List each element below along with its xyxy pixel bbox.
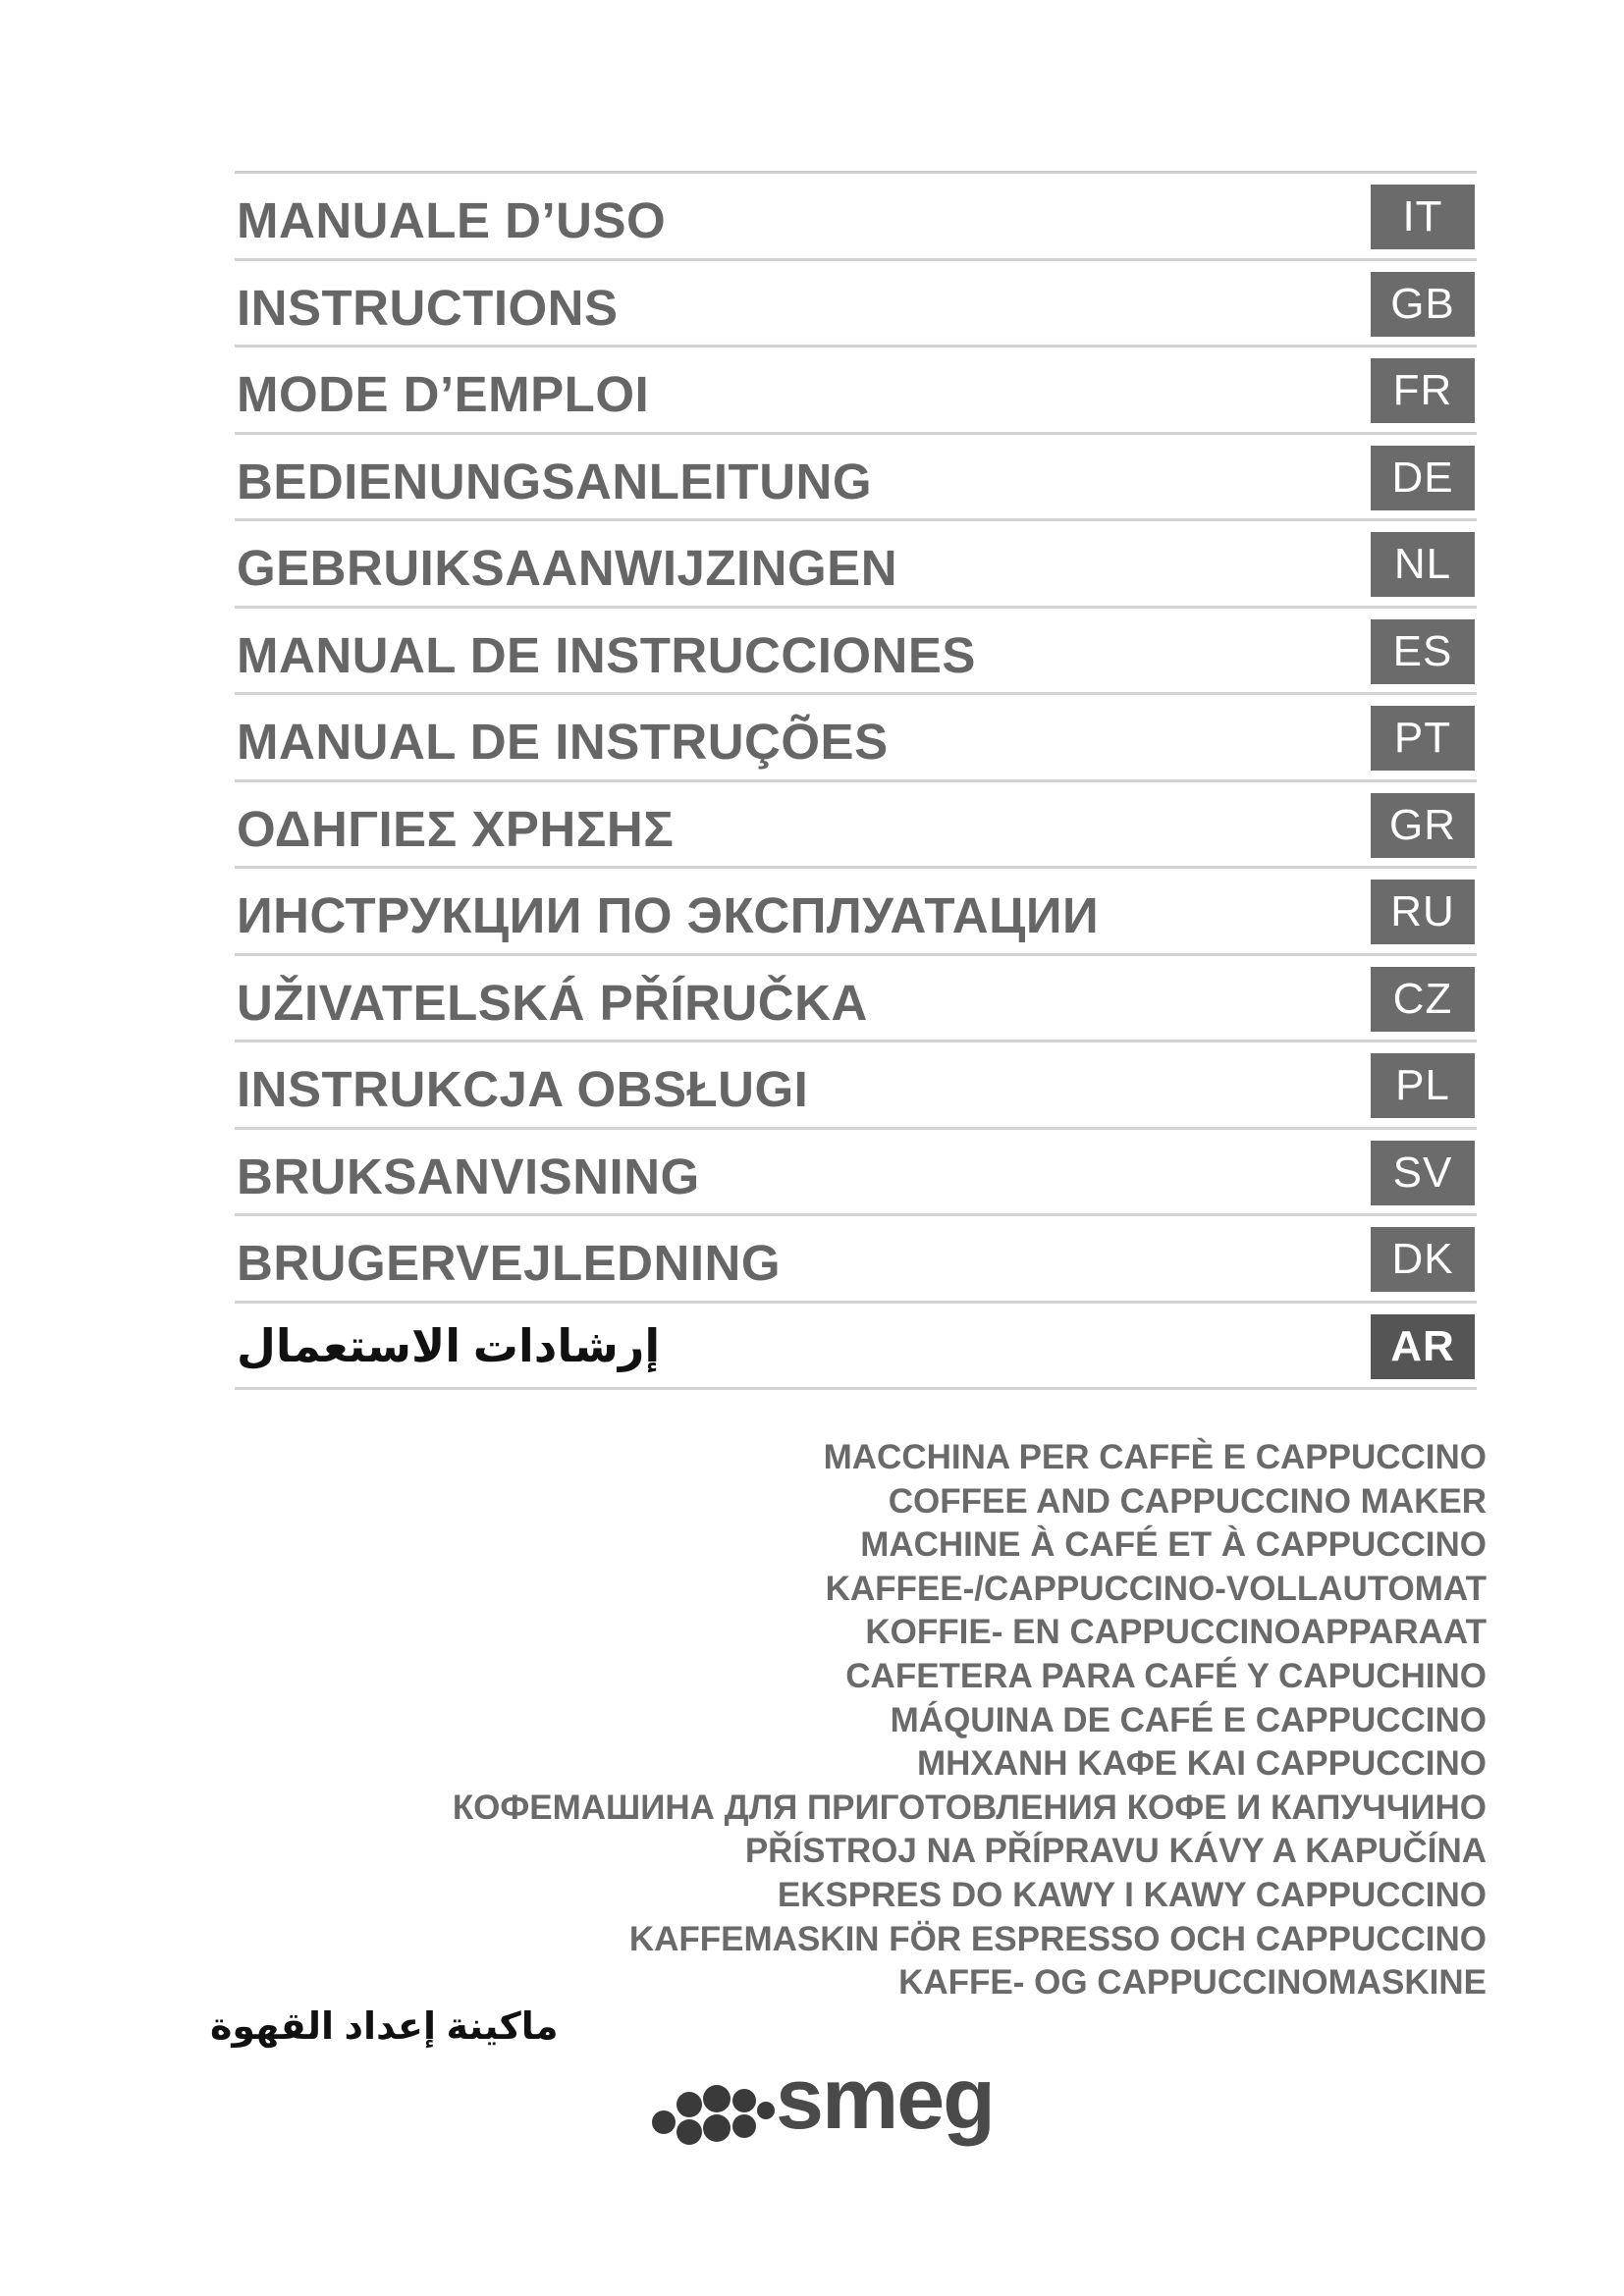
product-name: COFFEE AND CAPPUCCINO MAKER: [888, 1481, 1487, 1521]
product-name: KAFFE- OG CAPPUCCINOMASKINE: [898, 1963, 1487, 2002]
product-name: PŘÍSTROJ NA PŘÍPRAVU KÁVY A KAPUČÍNA: [744, 1832, 1487, 1871]
lang-row-nl: [235, 521, 1477, 609]
lang-row-fr: [235, 347, 1477, 435]
lang-code-badge: DE: [1371, 446, 1475, 510]
product-name: CAFETERA PARA CAFÉ Y CAPUCHINO: [845, 1656, 1487, 1695]
product-name: EKSPRES DO KAWY I KAWY CAPPUCCINO: [777, 1875, 1487, 1914]
product-name: КОФЕМАШИНА ДЛЯ ПРИГОТОВЛЕНИЯ КОФЕ И КАПУЧЧИНО: [452, 1788, 1487, 1827]
lang-title: MANUALE D’USO: [237, 192, 667, 248]
lang-row-gr: [235, 782, 1477, 870]
lang-row-es: [235, 609, 1477, 696]
brand-name: smeg: [776, 2050, 994, 2147]
product-name: MACCHINA PER CAFFÈ E CAPPUCCINO: [823, 1438, 1487, 1476]
product-name: MÁQUINA DE CAFÉ E CAPPUCCINO: [890, 1700, 1487, 1739]
language-table: [235, 171, 1477, 1390]
lang-row-it: [235, 174, 1477, 261]
lang-title: INSTRUCTIONS: [237, 279, 619, 336]
lang-title: UŽIVATELSKÁ PŘÍRUČKA: [237, 974, 868, 1031]
lang-title: MANUAL DE INSTRUÇÕES: [237, 714, 889, 770]
product-name: ΜΗΧΑΝΗ ΚΑΦΕ ΚΑΙ CAPPUCCINO: [916, 1744, 1487, 1784]
lang-title: BEDIENUNGSANLEITUNG: [237, 453, 873, 509]
logo-dots-icon: [650, 2061, 778, 2150]
lang-row-de: [235, 435, 1477, 522]
smeg-logo: [650, 2050, 994, 2150]
lang-code-badge: GR: [1371, 793, 1475, 858]
product-name: KOFFIE- EN CAPPUCCINOAPPARAAT: [865, 1613, 1487, 1652]
lang-row-ru: [235, 869, 1477, 956]
lang-code-badge: RU: [1371, 880, 1475, 944]
lang-code-badge: NL: [1371, 532, 1475, 597]
product-name: KAFFEMASKIN FÖR ESPRESSO OCH CAPPUCCINO: [628, 1919, 1487, 1958]
product-name-list: [210, 1436, 1487, 2049]
lang-title: ΟΔΗΓΙΕΣ ΧΡΗΣΗΣ: [237, 800, 675, 857]
lang-code-badge: GB: [1371, 272, 1475, 337]
lang-code-badge: PL: [1371, 1053, 1475, 1118]
lang-title: MANUAL DE INSTRUCCIONES: [237, 626, 976, 683]
lang-code-badge: IT: [1371, 185, 1475, 249]
lang-title: ИНСТРУКЦИИ ПО ЭКСПЛУАТАЦИИ: [237, 887, 1100, 943]
lang-title: إرشادات الاستعمال: [237, 1319, 661, 1371]
lang-code-badge: FR: [1371, 358, 1475, 423]
lang-row-dk: [235, 1216, 1477, 1304]
lang-row-pl: [235, 1042, 1477, 1130]
lang-title: MODE D’EMPLOI: [237, 366, 650, 422]
lang-title: BRUGERVEJLEDNING: [237, 1235, 781, 1291]
product-name: ماكينة إعداد القهوة: [210, 2005, 559, 2048]
lang-row-pt: [235, 695, 1477, 782]
lang-row-gb: [235, 261, 1477, 348]
lang-title: BRUKSANVISNING: [237, 1148, 700, 1204]
lang-row-sv: [235, 1130, 1477, 1217]
lang-code-badge: SV: [1371, 1141, 1475, 1205]
lang-title: INSTRUKCJA OBSŁUGI: [237, 1061, 809, 1117]
lang-code-badge: AR: [1371, 1314, 1475, 1379]
lang-code-badge: ES: [1371, 619, 1475, 684]
lang-code-badge: PT: [1371, 706, 1475, 771]
lang-code-badge: CZ: [1371, 967, 1475, 1032]
product-name: KAFFEE-/CAPPUCCINO-VOLLAUTOMAT: [825, 1569, 1487, 1608]
lang-row-ar: [235, 1304, 1477, 1391]
lang-row-cz: [235, 956, 1477, 1043]
lang-title: GEBRUIKSAANWIJZINGEN: [237, 540, 898, 596]
product-name: MACHINE À CAFÉ ET À CAPPUCCINO: [860, 1525, 1487, 1565]
lang-code-badge: DK: [1371, 1227, 1475, 1292]
